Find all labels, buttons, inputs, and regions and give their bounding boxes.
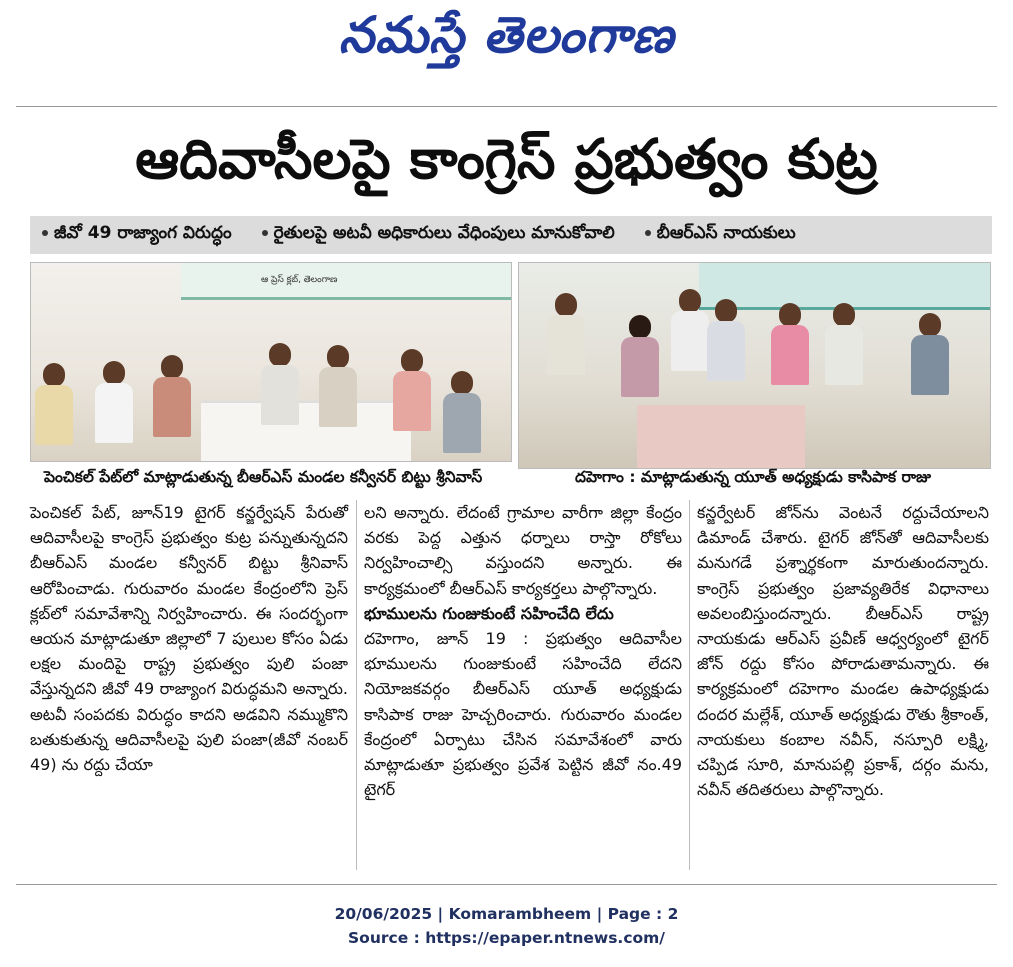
bottom-divider — [16, 884, 997, 885]
highlight-item: రైతులపై అటవీ అధికారులు వేధింపులు మానుకోవాలి — [262, 223, 615, 247]
photo-dahegam-meeting — [518, 262, 991, 469]
article-paragraph: దహెగాం, జూన్ 19 : ప్రభుత్వం ఆదివాసీల భూములను గుంజుకుంటే సహించేది లేదని నియోజకవర్గం బీఆర్ఎస్ యూత్ అధ్యక్షుడు కాసిపాక రాజు హెచ్చరించారు. గురువారం మండల కేంద్రంలో ఏర్పాటు చేసిన సమావేశంలో వారు మాట్లాడుతూ ప్రభుత్వం ప్రవేశ పెట్టిన జీవో నం.49 టైగర్ — [364, 629, 682, 800]
masthead — [0, 0, 1013, 80]
meeting-table — [637, 405, 805, 468]
photo-caption-left: పెంచికల్ పేట్‌లో మాట్లాడుతున్న బీఆర్ఎస్ మండల కన్వీనర్ బిట్టు శ్రీనివాస్ — [44, 468, 483, 486]
photo-caption-right: దహెగాం : మాట్లాడుతున్న యూత్ అధ్యక్షుడు కాసిపాక రాజు — [575, 468, 932, 486]
masthead-logo-text: నమస్తే తెలంగాణ — [338, 6, 675, 64]
article-paragraph: లని అన్నారు. లేదంటే గ్రామాల వారీగా జిల్లా కేంద్రం వరకు పెద్ద ఎత్తున ధర్నాలు రాస్తా రోకోలు నిర్వహించాల్సి వస్తుందని అన్నారు. ఈ కార్యక్రమంలో బీఆర్ఎస్ కార్యకర్తలు పాల్గొన్నారు. — [364, 503, 682, 598]
article-column-3 — [697, 500, 989, 802]
meeting-table — [201, 401, 411, 462]
top-divider — [16, 106, 997, 107]
article-subhead: భూములను గుంజుకుంటే సహించేది లేదు — [364, 603, 614, 623]
article-paragraph: పెంచికల్ పేట్, జూన్19 టైగర్ కన్జర్వేషన్ పేరుతో ఆదివాసీలపై కాంగ్రెస్ ప్రభుత్వం కుట్ర పన్నుతున్నదని బీఆర్ఎస్ మండల కన్వీనర్ బిట్టు శ్రీనివాస్ ఆరోపించాడు. గురువారం మండల కేంద్రంలోని ప్రెస్ క్లబ్‌లో సమావేశాన్ని నిర్వహించారు. ఈ సందర్భంగా ఆయన మాట్లాడుతూ జిల్లాలో 7 పులుల కోసం ఏడు లక్షల మందిపై రాష్ట్ర ప్రభుత్వం పులి పంజా వేస్తున్నదని జీవో 49 రాజ్యాంగ విరుద్ధమని అన్నారు. అటవీ సంపదకు విరుద్ధం కాదని అడవిని నమ్ముకొని బతుకుతున్న ఆదివాసీలపై పులి పంజా(జీవో నంబర్ 49) ను రద్దు చేయా — [30, 503, 348, 775]
bullet-icon — [645, 230, 651, 236]
headline — [16, 112, 997, 207]
bullet-icon — [262, 230, 268, 236]
footer-date-edition: 20/06/2025 | Komarambheem | Page : 2 — [334, 905, 679, 923]
photo-banner: ఆ ప్రెస్ క్లబ్, తెలంగాణ — [181, 263, 511, 300]
footer-source: Source : https://epaper.ntnews.com/ — [348, 929, 665, 947]
article-column-2 — [364, 500, 682, 802]
article-paragraph: కన్జర్వేటర్ జోన్‌ను వెంటనే రద్దుచేయాలని డిమాండ్ చేశారు. టైగర్ జోన్‌తో ఆదివాసీలకు మనుగడే ప్రశ్నార్థకంగా మారుతుందన్నారు. కాంగ్రెస్ ప్రభుత్వం ప్రజావ్యతిరేక విధానాలు అవలంబిస్తుందన్నారు. బీఆర్ఎస్ రాష్ట్ర నాయకుడు ఆర్ఎస్ ప్రవీణ్ ఆధ్వర్యంలో టైగర్ జోన్ రద్దు కోసం పోరాడుతామన్నారు. ఈ కార్యక్రమంలో దహెగాం మండల ఉపాధ్యక్షుడు దందర మల్లేశ్, యూత్ అధ్యక్షుడు రౌతు శ్రీకాంత్, నాయకులు కంబాల నవీన్, నస్పూరి లక్ష్మి, చప్పిడ సూరి, మానుపల్లి ప్రకాశ్, దర్గం మను, నవీన్ తదితరులు పాల్గొన్నారు. — [697, 503, 989, 800]
column-divider — [356, 500, 357, 870]
headline-text: ఆదివాసీలపై కాంగ్రెస్ ప్రభుత్వం కుట్ర — [135, 127, 878, 191]
photo-pench ikalpet-meeting — [30, 262, 512, 462]
highlights-strip — [30, 216, 992, 254]
highlight-item: జీవో 49 రాజ్యాంగ విరుద్ధం — [42, 223, 232, 247]
article-column-1 — [30, 500, 348, 777]
column-divider — [689, 500, 690, 870]
bullet-icon — [42, 230, 48, 236]
highlight-item: బీఆర్ఎస్ నాయకులు — [645, 223, 796, 247]
